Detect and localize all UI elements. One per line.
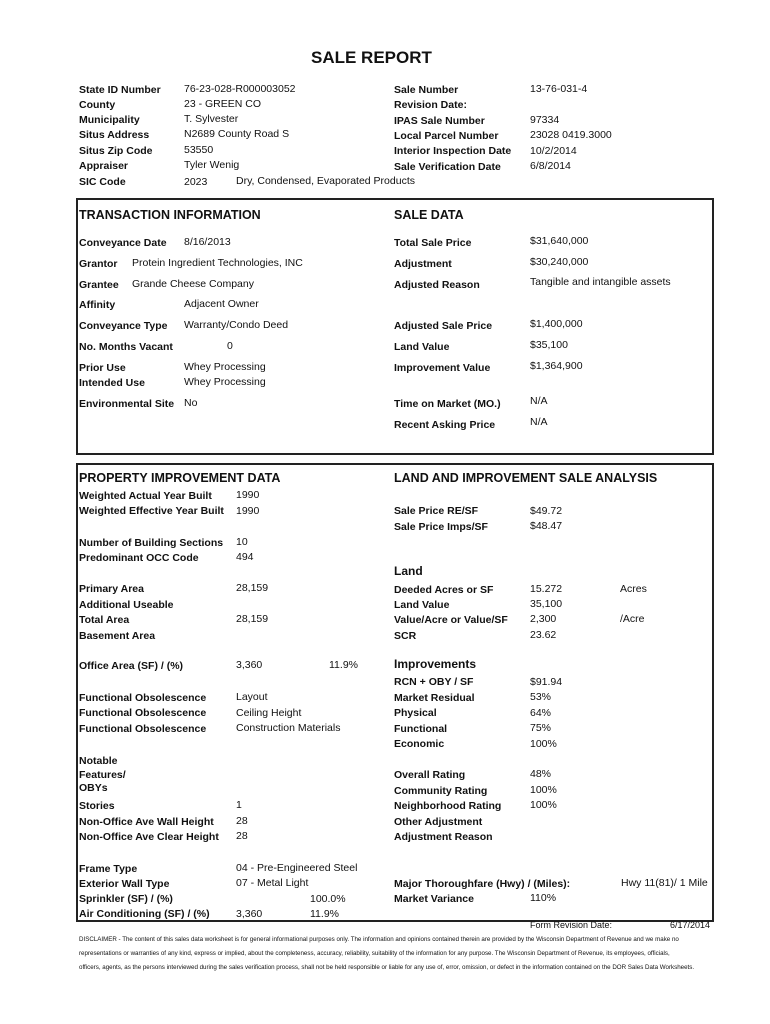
air-conditioning-value: 3,360 <box>236 908 263 920</box>
market-residual-value: 53% <box>530 691 552 703</box>
revision-date-label: Revision Date: <box>394 99 467 111</box>
grantee-value: Grande Cheese Company <box>132 278 254 290</box>
major-thoroughfare-label: Major Thoroughfare (Hwy) / (Miles): <box>394 878 571 890</box>
building-sections-value: 10 <box>236 536 248 548</box>
county-label: County <box>79 99 116 111</box>
improvements-heading: Improvements <box>394 657 477 671</box>
local-parcel-label: Local Parcel Number <box>394 130 499 142</box>
environmental-site-label: Environmental Site <box>79 398 175 410</box>
sic-code-value: 2023 <box>184 176 208 188</box>
functional-obs-1-value: Layout <box>236 691 268 703</box>
grantor-value: Protein Ingredient Technologies, INC <box>132 257 303 269</box>
sale-verification-label: Sale Verification Date <box>394 161 501 173</box>
total-area-value: 28,159 <box>236 613 269 625</box>
recent-asking-price-label: Recent Asking Price <box>394 419 496 431</box>
appraiser-label: Appraiser <box>79 160 129 172</box>
value-per-acre-value: 2,300 <box>530 613 557 625</box>
building-sections-label: Number of Building Sections <box>79 537 224 549</box>
deeded-acres-unit: Acres <box>620 583 647 595</box>
sprinkler-label: Sprinkler (SF) / (%) <box>79 893 173 905</box>
state-id-label: State ID Number <box>79 84 161 96</box>
non-office-wall-value: 28 <box>236 815 248 827</box>
recent-asking-price-value: N/A <box>530 416 548 428</box>
community-rating-value: 100% <box>530 784 557 796</box>
environmental-site-value: No <box>184 397 198 409</box>
other-adjustment-label: Other Adjustment <box>394 816 483 828</box>
adjusted-sale-price-value: $1,400,000 <box>530 318 583 330</box>
state-id-value: 76-23-028-R000003052 <box>184 83 296 95</box>
property-heading: PROPERTY IMPROVEMENT DATA <box>79 471 281 485</box>
frame-type-label: Frame Type <box>79 863 138 875</box>
prior-use-label: Prior Use <box>79 362 126 374</box>
appraiser-value: Tyler Wenig <box>184 159 240 171</box>
sic-code-desc: Dry, Condensed, Evaporated Products <box>236 175 415 187</box>
weighted-effective-year-value: 1990 <box>236 505 260 517</box>
neighborhood-rating-value: 100% <box>530 799 557 811</box>
affinity-value: Adjacent Owner <box>184 298 259 310</box>
interior-inspection-value: 10/2/2014 <box>530 145 577 157</box>
sale-price-re-sf-label: Sale Price RE/SF <box>394 505 479 517</box>
physical-label: Physical <box>394 707 437 719</box>
occ-code-label: Predominant OCC Code <box>79 552 199 564</box>
primary-area-value: 28,159 <box>236 582 269 594</box>
municipality-label: Municipality <box>79 114 140 126</box>
total-sale-price-label: Total Sale Price <box>394 237 472 249</box>
weighted-actual-year-value: 1990 <box>236 489 260 501</box>
conveyance-date-value: 8/16/2013 <box>184 236 231 248</box>
sale-number-value: 13-76-031-4 <box>530 83 588 95</box>
overall-rating-value: 48% <box>530 768 552 780</box>
county-value: 23 - GREEN CO <box>184 98 262 110</box>
analysis-land-value-label: Land Value <box>394 599 450 611</box>
stories-label: Stories <box>79 800 115 812</box>
deeded-acres-label: Deeded Acres or SF <box>394 584 494 596</box>
notable-label-2: Features/ <box>79 769 126 781</box>
occ-code-value: 494 <box>236 551 254 563</box>
adjusted-sale-price-label: Adjusted Sale Price <box>394 320 493 332</box>
local-parcel-value: 23028 0419.3000 <box>530 129 612 141</box>
sprinkler-pct: 100.0% <box>310 893 346 905</box>
air-conditioning-pct: 11.9% <box>310 908 339 920</box>
adjustment-value: $30,240,000 <box>530 256 589 268</box>
analysis-land-value-value: 35,100 <box>530 598 563 610</box>
frame-type-value: 04 - Pre-Engineered Steel <box>236 862 358 874</box>
grantee-label: Grantee <box>79 279 119 291</box>
notable-label-3: OBYs <box>79 782 108 794</box>
economic-value: 100% <box>530 738 557 750</box>
air-conditioning-label: Air Conditioning (SF) / (%) <box>79 908 210 920</box>
exterior-wall-value: 07 - Metal Light <box>236 877 309 889</box>
time-on-market-value: N/A <box>530 395 548 407</box>
total-sale-price-value: $31,640,000 <box>530 235 589 247</box>
page-title: SALE REPORT <box>311 48 432 67</box>
situs-zip-label: Situs Zip Code <box>79 145 153 157</box>
intended-use-label: Intended Use <box>79 377 145 389</box>
weighted-actual-year-label: Weighted Actual Year Built <box>79 490 212 502</box>
scr-label: SCR <box>394 630 417 642</box>
land-value-value: $35,100 <box>530 339 568 351</box>
adjustment-label: Adjustment <box>394 258 452 270</box>
intended-use-value: Whey Processing <box>184 376 266 388</box>
adjusted-reason-value: Tangible and intangible assets <box>530 276 671 288</box>
stories-value: 1 <box>236 799 242 811</box>
deeded-acres-value: 15.272 <box>530 583 563 595</box>
basement-area-label: Basement Area <box>79 630 156 642</box>
economic-label: Economic <box>394 738 445 750</box>
additional-useable-label: Additional Useable <box>79 599 174 611</box>
conveyance-type-value: Warranty/Condo Deed <box>184 319 289 331</box>
community-rating-label: Community Rating <box>394 785 488 797</box>
functional-value: 75% <box>530 722 552 734</box>
functional-obs-2-label: Functional Obsolescence <box>79 707 207 719</box>
functional-obs-3-value: Construction Materials <box>236 722 341 734</box>
interior-inspection-label: Interior Inspection Date <box>394 145 512 157</box>
sale-price-imps-sf-value: $48.47 <box>530 520 563 532</box>
neighborhood-rating-label: Neighborhood Rating <box>394 800 502 812</box>
functional-obs-2-value: Ceiling Height <box>236 707 302 719</box>
situs-address-value: N2689 County Road S <box>184 128 290 140</box>
overall-rating-label: Overall Rating <box>394 769 466 781</box>
disclaimer-line-3: officers, agents, as the persons interviewed during the sales verification process, shall not be held responsible or liable for any use of, error, omission, or defect in the information contained on the DOR Sales Data Worksheets. <box>79 964 695 971</box>
sale-data-heading: SALE DATA <box>394 208 464 222</box>
rcn-label: RCN + OBY / SF <box>394 676 474 688</box>
adjusted-reason-label: Adjusted Reason <box>394 279 480 291</box>
value-per-acre-label: Value/Acre or Value/SF <box>394 614 508 626</box>
transaction-heading: TRANSACTION INFORMATION <box>79 208 261 222</box>
sale-number-label: Sale Number <box>394 84 459 96</box>
non-office-clear-value: 28 <box>236 830 248 842</box>
conveyance-date-label: Conveyance Date <box>79 237 167 249</box>
grantor-label: Grantor <box>79 258 118 270</box>
notable-label-1: Notable <box>79 755 118 767</box>
improvement-value-value: $1,364,900 <box>530 360 583 372</box>
disclaimer-line-2: representations or warranties of any kind, express or implied, about the completeness, accuracy, reliability, suitability of the information for any purpose. The Wisconsin Department of Revenue, its employees, officials, <box>79 950 670 957</box>
functional-obs-3-label: Functional Obsolescence <box>79 723 207 735</box>
physical-value: 64% <box>530 707 552 719</box>
analysis-heading: LAND AND IMPROVEMENT SALE ANALYSIS <box>394 471 658 485</box>
market-variance-label: Market Variance <box>394 893 474 905</box>
functional-obs-1-label: Functional Obsolescence <box>79 692 207 704</box>
disclaimer-line-1: DISCLAIMER - The content of this sales data worksheet is for general informational purposes only. The information and opinions contained therein are provided by the Wisconsin Department of Revenue and we make no <box>79 936 679 943</box>
major-thoroughfare-value: Hwy 11(81)/ 1 Mile <box>621 877 708 889</box>
primary-area-label: Primary Area <box>79 583 144 595</box>
prior-use-value: Whey Processing <box>184 361 266 373</box>
adjustment-reason-label: Adjustment Reason <box>394 831 493 843</box>
value-per-acre-unit: /Acre <box>620 613 645 625</box>
situs-address-label: Situs Address <box>79 129 150 141</box>
total-area-label: Total Area <box>79 614 130 626</box>
ipas-sale-value: 97334 <box>530 114 560 126</box>
office-area-pct: 11.9% <box>329 659 358 671</box>
sale-verification-value: 6/8/2014 <box>530 160 571 172</box>
rcn-value: $91.94 <box>530 676 563 688</box>
land-value-label: Land Value <box>394 341 450 353</box>
market-residual-label: Market Residual <box>394 692 475 704</box>
sale-price-re-sf-value: $49.72 <box>530 505 563 517</box>
time-on-market-label: Time on Market (MO.) <box>394 398 501 410</box>
functional-label: Functional <box>394 723 448 735</box>
exterior-wall-label: Exterior Wall Type <box>79 878 170 890</box>
scr-value: 23.62 <box>530 629 557 641</box>
office-area-value: 3,360 <box>236 659 263 671</box>
market-variance-value: 110% <box>530 892 557 904</box>
office-area-label: Office Area (SF) / (%) <box>79 660 184 672</box>
affinity-label: Affinity <box>79 299 116 311</box>
situs-zip-value: 53550 <box>184 144 214 156</box>
non-office-clear-label: Non-Office Ave Clear Height <box>79 831 219 843</box>
sale-price-imps-sf-label: Sale Price Imps/SF <box>394 521 488 533</box>
conveyance-type-label: Conveyance Type <box>79 320 168 332</box>
months-vacant-value: 0 <box>227 340 233 352</box>
months-vacant-label: No. Months Vacant <box>79 341 173 353</box>
municipality-value: T. Sylvester <box>184 113 239 125</box>
weighted-effective-year-label: Weighted Effective Year Built <box>79 505 224 517</box>
improvement-value-label: Improvement Value <box>394 362 491 374</box>
land-heading: Land <box>394 564 423 578</box>
ipas-sale-label: IPAS Sale Number <box>394 115 485 127</box>
form-revision-date: 6/17/2014 <box>670 920 711 930</box>
form-revision-label: Form Revision Date: <box>530 920 613 930</box>
non-office-wall-label: Non-Office Ave Wall Height <box>79 816 214 828</box>
sic-code-label: SIC Code <box>79 176 126 188</box>
